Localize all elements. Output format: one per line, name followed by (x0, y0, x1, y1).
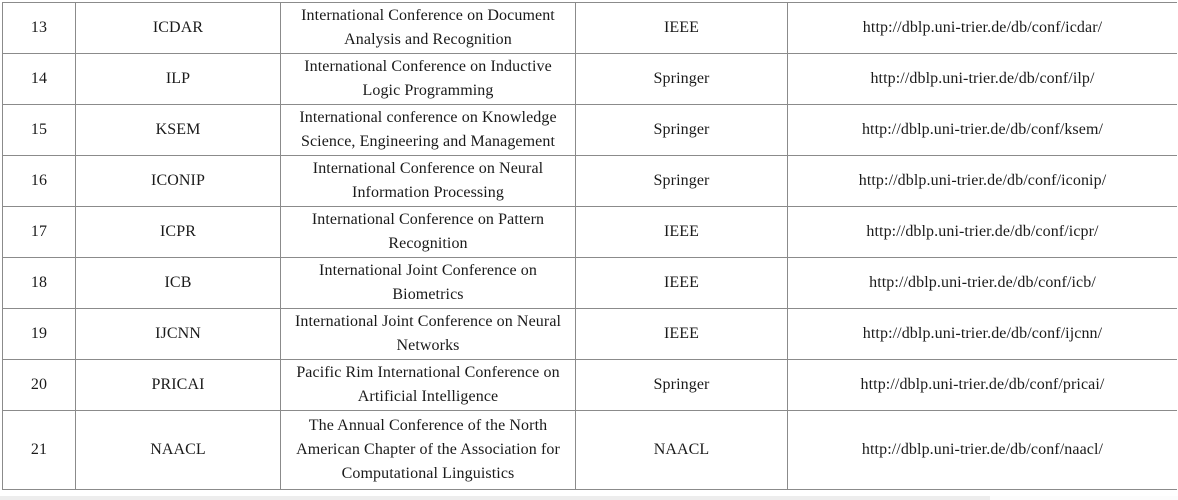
conference-name-cell: International Conference on Document Analysis and Recognition (281, 3, 576, 53)
table-row (3, 156, 1177, 207)
conference-name-cell: Pacific Rim International Conference on Artificial Intelligence (281, 360, 576, 410)
acronym-cell: ICONIP (76, 156, 281, 206)
acronym-cell: NAACL (76, 411, 281, 489)
publisher-cell: IEEE (576, 258, 788, 308)
row-number-cell: 15 (3, 105, 76, 155)
row-number-cell: 16 (3, 156, 76, 206)
publisher-cell: Springer (576, 360, 788, 410)
acronym-cell: ICPR (76, 207, 281, 257)
publisher-cell: IEEE (576, 207, 788, 257)
table-row (3, 411, 1177, 490)
table-row (3, 309, 1177, 360)
acronym-cell: ICDAR (76, 3, 281, 53)
bottom-right-highlight-patch (990, 496, 1178, 500)
dblp-url-cell: http://dblp.uni-trier.de/db/conf/ijcnn/ (862, 325, 1103, 342)
dblp-url-cell: http://dblp.uni-trier.de/db/conf/naacl/ (861, 441, 1104, 458)
acronym-cell: PRICAI (76, 360, 281, 410)
table-row (3, 3, 1177, 54)
publisher-cell: Springer (576, 54, 788, 104)
acronym-cell: ILP (76, 54, 281, 104)
row-number-cell: 17 (3, 207, 76, 257)
row-number-cell: 21 (3, 411, 76, 489)
conference-name-cell: The Annual Conference of the North American Chapter of the Association for Computational Linguistics (281, 411, 576, 489)
conference-name-cell: International Conference on Neural Information Processing (281, 156, 576, 206)
row-number-cell: 14 (3, 54, 76, 104)
dblp-url-cell: http://dblp.uni-trier.de/db/conf/pricai/ (860, 376, 1105, 393)
table-row (3, 207, 1177, 258)
acronym-cell: KSEM (76, 105, 281, 155)
dblp-url-cell: http://dblp.uni-trier.de/db/conf/iconip/ (858, 172, 1107, 189)
publisher-cell: Springer (576, 105, 788, 155)
conference-name-cell: International Conference on Pattern Recognition (281, 207, 576, 257)
table-row (3, 54, 1177, 105)
table-row (3, 360, 1177, 411)
row-number-cell: 20 (3, 360, 76, 410)
row-number-cell: 13 (3, 3, 76, 53)
dblp-url-cell: http://dblp.uni-trier.de/db/conf/ksem/ (861, 121, 1104, 138)
publisher-cell: Springer (576, 156, 788, 206)
table-row (3, 105, 1177, 156)
acronym-cell: IJCNN (76, 309, 281, 359)
conference-name-cell: International Joint Conference on Biometrics (281, 258, 576, 308)
dblp-url-cell: http://dblp.uni-trier.de/db/conf/ilp/ (870, 70, 1095, 87)
dblp-url-cell: http://dblp.uni-trier.de/db/conf/icpr/ (866, 223, 1099, 240)
publisher-cell: IEEE (576, 309, 788, 359)
publisher-cell: IEEE (576, 3, 788, 53)
conference-name-cell: International Joint Conference on Neural Networks (281, 309, 576, 359)
row-number-cell: 19 (3, 309, 76, 359)
publisher-cell: NAACL (576, 411, 788, 489)
row-number-cell: 18 (3, 258, 76, 308)
conference-name-cell: International conference on Knowledge Science, Engineering and Management (281, 105, 576, 155)
dblp-url-cell: http://dblp.uni-trier.de/db/conf/icdar/ (862, 19, 1103, 36)
acronym-cell: ICB (76, 258, 281, 308)
conference-name-cell: International Conference on Inductive Logic Programming (281, 54, 576, 104)
table-row (3, 258, 1177, 309)
dblp-url-cell: http://dblp.uni-trier.de/db/conf/icb/ (869, 274, 1096, 291)
conference-table (2, 2, 1177, 490)
